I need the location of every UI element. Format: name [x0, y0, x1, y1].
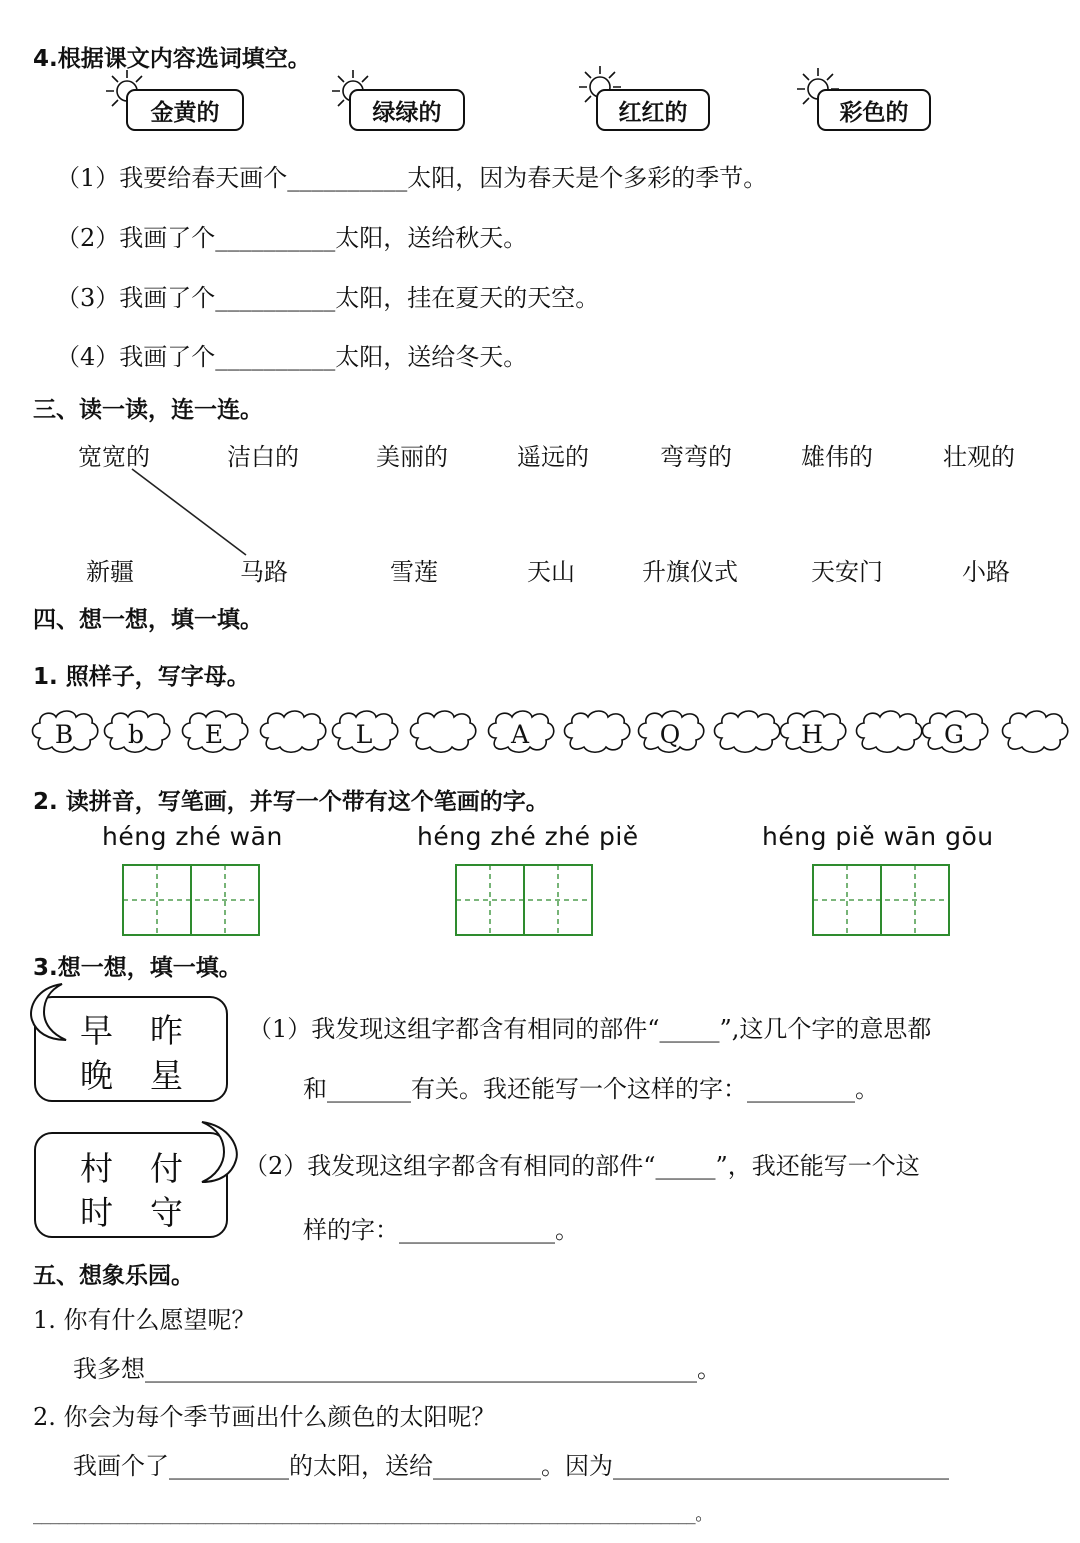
bottom-word-5[interactable]: 升旗仪式 [642, 558, 738, 586]
letter-cloud-5: L [355, 719, 373, 749]
letter-cloud-6[interactable] [407, 711, 477, 757]
char: 付 [150, 1149, 183, 1188]
q3-2-line1: （2）我发现这组字都含有相同的部件“_____”，我还能写一个这 [244, 1152, 920, 1180]
moon-icon [196, 1120, 246, 1186]
q3-1-line1: （1）我发现这组字都含有相同的部件“_____”,这几个字的意思都 [248, 1015, 932, 1043]
q4-line-4: （4）我画了个__________太阳，送给冬天。 [56, 343, 528, 371]
char: 村 [80, 1149, 113, 1188]
word-option-3: 红红的 [596, 89, 710, 131]
letter-cloud-12[interactable] [853, 711, 923, 757]
bottom-word-7[interactable]: 小路 [962, 558, 1010, 586]
char: 守 [150, 1193, 183, 1232]
bottom-word-2[interactable]: 马路 [240, 558, 288, 586]
s5-q1: 1. 你有什么愿望呢？ [33, 1306, 256, 1334]
bottom-word-1[interactable]: 新疆 [86, 558, 134, 586]
moon-icon [22, 982, 72, 1044]
writing-grid-3[interactable] [812, 864, 952, 938]
letter-cloud-1: B [54, 719, 74, 749]
top-word-1[interactable]: 宽宽的 [78, 443, 150, 471]
q3-2-line2: 样的字：_____________。 [303, 1216, 579, 1244]
section4-title: 四、想一想，填一填。 [33, 607, 263, 633]
word-option-2: 绿绿的 [349, 89, 465, 131]
s4-q2-title: 2. 读拼音，写笔画，并写一个带有这个笔画的字。 [33, 789, 549, 815]
letter-cloud-13: G [944, 719, 964, 749]
pinyin-1: héng zhé wān [102, 822, 283, 851]
q4-title: 4.根据课文内容选词填空。 [33, 46, 311, 72]
connecting-line [0, 0, 1080, 600]
letter-cloud-11: H [801, 719, 823, 749]
pinyin-3: héng piě wān gōu [762, 822, 994, 851]
top-word-7[interactable]: 壮观的 [943, 443, 1015, 471]
section3-title: 三、读一读，连一连。 [33, 397, 263, 423]
word-option-1: 金黄的 [126, 89, 244, 131]
bottom-word-3[interactable]: 雪莲 [390, 558, 438, 586]
letter-cloud-10[interactable] [711, 711, 781, 757]
bottom-word-6[interactable]: 天安门 [811, 558, 883, 586]
char: 时 [80, 1193, 113, 1232]
s5-q2: 2. 你会为每个季节画出什么颜色的太阳呢？ [33, 1403, 496, 1431]
s4-q3-title: 3.想一想，填一填。 [33, 955, 242, 981]
char: 晚 [80, 1056, 113, 1095]
letter-cloud-2: b [127, 719, 144, 749]
letter-cloud-8[interactable] [561, 711, 631, 757]
char: 昨 [150, 1011, 183, 1050]
s5-q1-answer[interactable]: 我多想______________________________________________。 [73, 1355, 721, 1383]
answer-blank[interactable]: __________ [215, 224, 336, 252]
letter-cloud-7: A [510, 719, 530, 749]
s5-q2-answer[interactable]: 我画个了__________的太阳，送给_________。因为____________________________ [73, 1452, 949, 1480]
char: 早 [80, 1011, 113, 1050]
answer-blank[interactable]: __________ [215, 343, 336, 371]
q3-1-line2: 和_______有关。我还能写一个这样的字：_________。 [303, 1075, 879, 1103]
answer-blank[interactable]: __________ [215, 284, 336, 312]
s5-q2-answer-cont[interactable]: _____________________________________________________________________________。 [33, 1504, 713, 1525]
top-word-2[interactable]: 洁白的 [227, 443, 299, 471]
s4-q1-title: 1. 照样子，写字母。 [33, 664, 250, 690]
bottom-word-4[interactable]: 天山 [527, 558, 575, 586]
section5-title: 五、想象乐园。 [33, 1263, 194, 1289]
answer-blank[interactable]: __________ [287, 164, 408, 192]
letter-cloud-9: Q [659, 719, 681, 749]
word-option-4: 彩色的 [817, 89, 931, 131]
letter-cloud-3: E [204, 719, 224, 749]
top-word-3[interactable]: 美丽的 [376, 443, 448, 471]
q4-line-3: （3）我画了个__________太阳，挂在夏天的天空。 [56, 284, 600, 312]
q4-line-2: （2）我画了个__________太阳，送给秋天。 [56, 224, 528, 252]
top-word-4[interactable]: 遥远的 [517, 443, 589, 471]
writing-grid-2[interactable] [455, 864, 595, 938]
char: 星 [150, 1056, 183, 1095]
top-word-5[interactable]: 弯弯的 [660, 443, 732, 471]
letter-cloud-14[interactable] [999, 711, 1069, 757]
q4-line-1: （1）我要给春天画个__________太阳，因为春天是个多彩的季节。 [56, 164, 768, 192]
top-word-6[interactable]: 雄伟的 [801, 443, 873, 471]
writing-grid-1[interactable] [122, 864, 262, 938]
letter-cloud-4[interactable] [257, 711, 327, 757]
pinyin-2: héng zhé zhé piě [417, 822, 639, 851]
